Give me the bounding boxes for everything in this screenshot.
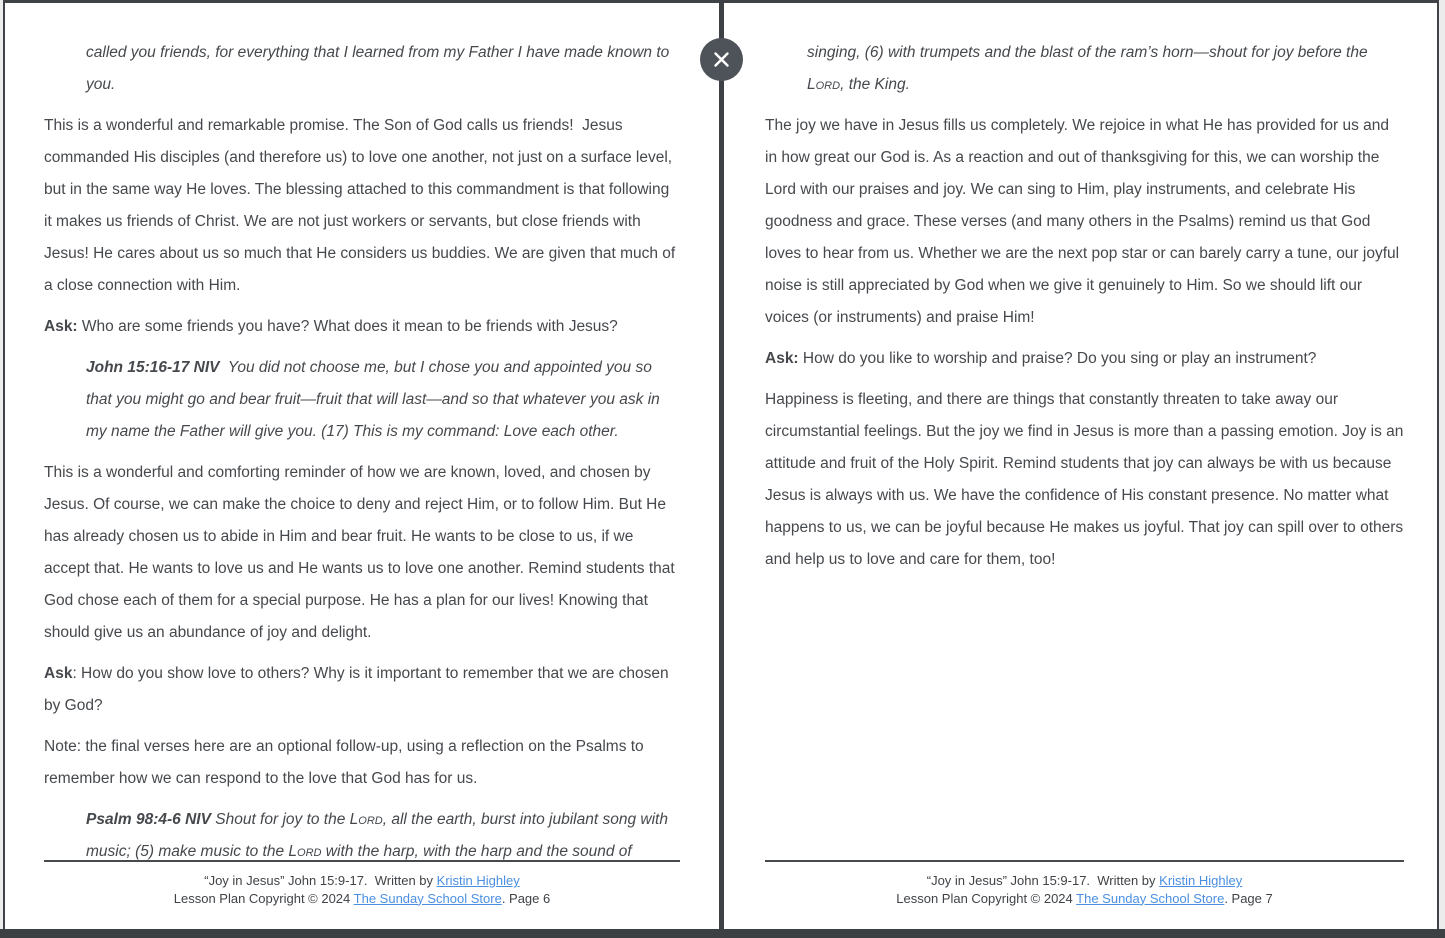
author-link[interactable]: Kristin Highley <box>1159 873 1243 888</box>
page-7-content <box>765 0 1404 576</box>
store-link[interactable]: The Sunday School Store <box>353 890 502 906</box>
scripture-text: , all the earth, burst into jubilant song with music; (5) make music to the <box>86 811 668 860</box>
page-divider <box>719 0 724 938</box>
scripture-quote-psalm <box>86 804 680 868</box>
body-paragraph: Happiness is fleeting, and there are things that constantly threaten to take away our circumstantial feelings. But the joy we find in Jesus is more than a passing emotion. Joy is an attitude and fruit of the Holy Spirit. Remind students that joy can always be with us because Jesus is always with us. We have the confidence of His constant presence. No matter what happens to us, we can be joyful because He makes us joyful. That joy can spill over to others and help us to love and care for them, too! <box>765 391 1404 568</box>
scripture-text: singing, (6) with trumpets and the blast of the ram’s horn—shout for joy before the <box>807 44 1368 61</box>
footer-line-2 <box>765 890 1404 908</box>
right-gutter <box>1439 0 1445 938</box>
scripture-reference: John 15:16-17 NIV <box>86 359 220 376</box>
ask-text: Who are some friends you have? What does it mean to be friends with Jesus? <box>77 318 618 335</box>
page-6 <box>44 0 680 938</box>
ask-question-1 <box>765 343 1404 375</box>
teacher-note: Note: the final verses here are an optional follow-up, using a reflection on the Psalms to remember how we can respond to the love that God has for us. <box>44 738 644 787</box>
left-gutter <box>0 0 3 938</box>
page-6-content <box>44 0 680 868</box>
body-paragraph: The joy we have in Jesus fills us completely. We rejoice in what He has provided for us and in how great our God is. As a reaction and out of thanksgiving for this, we can worship the Lord with our praises and joy. We can sing to Him, play instruments, and celebrate His goodness and grace. These verses (and many others in the Psalms) remind us that God loves to hear from us. Whether we are the next pop star or can barely carry a tune, our joyful noise is still appreciated by God when we give it genuinely to Him. So we should lift our voices (or instruments) and praise Him! <box>765 117 1400 326</box>
ask-text: How do you like to worship and praise? Do you sing or play an instrument? <box>798 350 1317 367</box>
bottom-bar <box>0 929 1445 938</box>
footer-copyright-text: Lesson Plan Copyright © 2024 <box>896 890 1077 906</box>
ask-label: Ask <box>44 665 73 682</box>
scripture-text: with the harp, with the harp and the sound of <box>321 843 632 860</box>
scripture-text: You did not choose me, but I chose you and appointed you so that you might go and bear fruit—fruit that will last—and so that whatever you ask in my name the Father will give you. (17) This is my command: Love each other. <box>86 359 660 440</box>
footer-page-number: . Page 7 <box>1224 890 1273 906</box>
scripture-text: Shout for joy to the <box>210 811 350 828</box>
lord-smallcaps: Lord <box>349 811 383 828</box>
body-paragraph: This is a wonderful and remarkable promise. The Son of God calls us friends! Jesus commanded His disciples (and therefore us) to love one another, not just on a surface level, but in the same way He loves. The blessing attached to this commandment is that following it makes us friends of Christ. We are not just workers or servants, but close friends with Jesus! He cares about us so much that He considers us buddies. We are given that much of a close connection with Him. <box>44 117 676 294</box>
footer-title-text: “Joy in Jesus” John 15:9-17. Written by <box>926 873 1160 888</box>
ask-question-2 <box>44 658 680 722</box>
footer-line-1 <box>44 872 680 890</box>
ask-label: Ask: <box>765 350 799 367</box>
lord-smallcaps: Lord <box>807 76 841 93</box>
page-7-footer <box>765 860 1404 907</box>
scripture-quote-john <box>86 352 680 448</box>
page-7 <box>765 0 1404 938</box>
close-icon <box>713 51 730 68</box>
author-link[interactable]: Kristin Highley <box>436 873 520 888</box>
lord-smallcaps: Lord <box>288 843 322 860</box>
close-button[interactable] <box>700 38 743 81</box>
scripture-quote-continued: called you friends, for everything that I learned from my Father I have made known to you. <box>86 44 670 93</box>
page-6-footer <box>44 860 680 907</box>
footer-line-2 <box>44 890 680 908</box>
store-link[interactable]: The Sunday School Store <box>1076 890 1225 906</box>
scripture-text: , the King. <box>840 76 910 93</box>
footer-page-number: . Page 6 <box>501 890 551 906</box>
scripture-quote-continued <box>807 37 1404 101</box>
ask-text: : How do you show love to others? Why is it important to remember that we are chosen by God? <box>44 665 669 714</box>
body-paragraph: This is a wonderful and comforting reminder of how we are known, loved, and chosen by Jesus. Of course, we can make the choice to deny and reject Him, or to follow Him. But He has already chosen us to abide in Him and bear fruit. He wants to be close to us, if we accept that. He wants to love us and He wants us to love one another. Remind students that God chose each of them for a special purpose. He has a plan for our lives! Knowing that should give us an abundance of joy and delight. <box>44 464 675 641</box>
footer-title-text: “Joy in Jesus” John 15:9-17. Written by <box>204 873 437 888</box>
footer-copyright-text: Lesson Plan Copyright © 2024 <box>173 890 354 906</box>
scripture-reference: Psalm 98:4-6 NIV <box>86 811 211 828</box>
footer-line-1 <box>765 872 1404 890</box>
ask-label: Ask: <box>44 318 78 335</box>
ask-question-1 <box>44 311 680 343</box>
